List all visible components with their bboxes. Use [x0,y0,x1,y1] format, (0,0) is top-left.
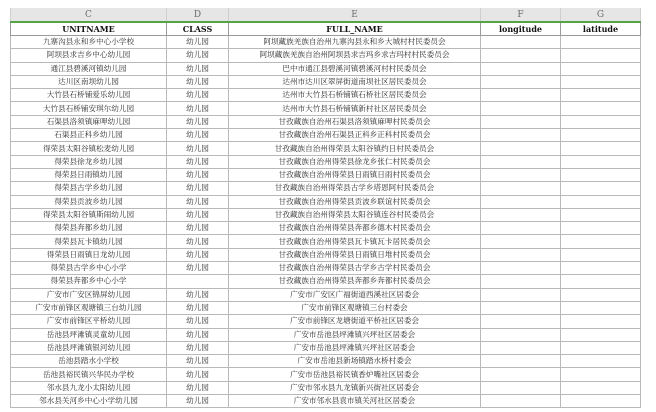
cell-latitude[interactable] [561,328,641,341]
cell-full-name[interactable]: 甘孜藏族自治州得荣县日雨镇日堆村民委员会 [229,248,481,261]
cell-unitname[interactable]: 岳池县踏水小学校 [11,355,167,368]
cell-unitname[interactable]: 得荣县太阳谷镇松麦幼儿园 [11,142,167,155]
cell-longitude[interactable] [481,142,561,155]
cell-unitname[interactable]: 邻水县关河乡中心小学幼儿园 [11,395,167,408]
cell-latitude[interactable] [561,341,641,354]
cell-unitname[interactable]: 得荣县瓦卡镇幼儿园 [11,235,167,248]
table-row [11,262,641,275]
cell-longitude[interactable] [481,235,561,248]
table-row [11,49,641,62]
cell-latitude[interactable] [561,248,641,261]
cell-latitude[interactable] [561,301,641,314]
cell-class[interactable]: 幼儿园 [167,341,229,354]
cell-latitude[interactable] [561,355,641,368]
column-letter-d[interactable]: D [167,8,229,22]
cell-latitude[interactable] [561,381,641,394]
cell-longitude[interactable] [481,395,561,408]
cell-latitude[interactable] [561,49,641,62]
table-row [11,368,641,381]
cell-latitude[interactable] [561,89,641,102]
cell-unitname[interactable]: 岳池县裕民镇兴华民办学校 [11,368,167,381]
header-class[interactable]: CLASS [167,22,229,36]
cell-unitname[interactable]: 广安市前锋区观塘镇三台幼儿园 [11,301,167,314]
cell-latitude[interactable] [561,142,641,155]
cell-longitude[interactable] [481,75,561,88]
cell-longitude[interactable] [481,275,561,288]
cell-unitname[interactable]: 岳池县坪滩镇银河幼儿园 [11,341,167,354]
cell-full-name[interactable]: 甘孜藏族自治州得荣县太阳谷镇约日村民委员会 [229,142,481,155]
cell-unitname[interactable]: 得荣县日雨镇幼儿园 [11,168,167,181]
cell-unitname[interactable]: 通江县碧溪河镇幼儿园 [11,62,167,75]
cell-full-name[interactable]: 甘孜藏族自治州得荣县贡波乡联谊村民委员会 [229,195,481,208]
cell-full-name[interactable]: 甘孜藏族自治州石渠县洛须镇麻呷村民委员会 [229,115,481,128]
cell-longitude[interactable] [481,49,561,62]
cell-class[interactable] [167,275,229,288]
cell-class[interactable]: 幼儿园 [167,142,229,155]
cell-longitude[interactable] [481,115,561,128]
cell-longitude[interactable] [481,381,561,394]
table-row [11,222,641,235]
cell-class[interactable]: 幼儿园 [167,208,229,221]
cell-full-name[interactable]: 广安市广安区广福街道西溪社区居委会 [229,288,481,301]
data-table [10,8,641,408]
cell-unitname[interactable]: 九寨沟县永和乡中心小学校 [11,36,167,49]
cell-latitude[interactable] [561,288,641,301]
column-letter-e[interactable]: E [229,8,481,22]
cell-longitude[interactable] [481,155,561,168]
cell-class[interactable]: 幼儿园 [167,36,229,49]
cell-full-name[interactable]: 甘孜藏族自治州得荣县瓦卡镇瓦卡居民委员会 [229,235,481,248]
cell-class[interactable]: 幼儿园 [167,102,229,115]
table-row [11,102,641,115]
cell-full-name[interactable]: 甘孜藏族自治州得荣县奔都乡德木村民委员会 [229,222,481,235]
header-latitude[interactable]: latitude [561,22,641,36]
cell-class[interactable]: 幼儿园 [167,62,229,75]
header-unitname[interactable]: UNITNAME [11,22,167,36]
header-full-name[interactable]: FULL_NAME [229,22,481,36]
cell-latitude[interactable] [561,315,641,328]
cell-longitude[interactable] [481,182,561,195]
cell-unitname[interactable]: 石渠县正科乡幼儿园 [11,129,167,142]
table-body [11,36,641,408]
cell-class[interactable]: 幼儿园 [167,155,229,168]
cell-unitname[interactable]: 广安市广安区锦屏幼儿园 [11,288,167,301]
cell-latitude[interactable] [561,62,641,75]
cell-longitude[interactable] [481,355,561,368]
cell-full-name[interactable]: 甘孜藏族自治州得荣县古学乡古学村民委员会 [229,262,481,275]
table-row [11,89,641,102]
table-row [11,115,641,128]
cell-latitude[interactable] [561,275,641,288]
cell-unitname[interactable]: 邻水县九龙小太阳幼儿园 [11,381,167,394]
cell-latitude[interactable] [561,102,641,115]
column-letter-f[interactable]: F [481,8,561,22]
cell-class[interactable]: 幼儿园 [167,182,229,195]
cell-class[interactable]: 幼儿园 [167,328,229,341]
spreadsheet [10,8,640,408]
cell-full-name[interactable]: 甘孜藏族自治州石渠县正科乡正科村民委员会 [229,129,481,142]
cell-unitname[interactable]: 得荣县日雨镇日龙幼儿园 [11,248,167,261]
cell-class[interactable]: 幼儿园 [167,222,229,235]
table-row [11,62,641,75]
cell-class[interactable]: 幼儿园 [167,75,229,88]
table-row [11,182,641,195]
table-row [11,208,641,221]
cell-class[interactable]: 幼儿园 [167,355,229,368]
cell-class[interactable]: 幼儿园 [167,381,229,394]
cell-longitude[interactable] [481,222,561,235]
table-row [11,355,641,368]
cell-class[interactable]: 幼儿园 [167,315,229,328]
cell-full-name[interactable]: 广安市前锋区观塘镇三台村委会 [229,301,481,314]
header-longitude[interactable]: longitude [481,22,561,36]
cell-class[interactable]: 幼儿园 [167,368,229,381]
column-letter-g[interactable]: G [561,8,641,22]
cell-longitude[interactable] [481,129,561,142]
column-letter-row [11,8,641,22]
cell-full-name[interactable]: 广安市邻水县袁市镇关河社区居委会 [229,395,481,408]
cell-longitude[interactable] [481,195,561,208]
cell-unitname[interactable]: 得荣县徐龙乡幼儿园 [11,155,167,168]
cell-full-name[interactable]: 广安市邻水县九龙镇新兴街社区居委会 [229,381,481,394]
cell-unitname[interactable]: 大竹县石桥铺爱乐幼儿园 [11,89,167,102]
cell-unitname[interactable]: 得荣县古学乡中心小学 [11,262,167,275]
cell-full-name[interactable]: 广安市岳池县坪滩镇兴坪社区居委会 [229,341,481,354]
cell-latitude[interactable] [561,222,641,235]
cell-full-name[interactable]: 阿坝藏族羌族自治州九寨沟县永和乡大城村村民委员会 [229,36,481,49]
cell-class[interactable]: 幼儿园 [167,248,229,261]
cell-latitude[interactable] [561,115,641,128]
cell-longitude[interactable] [481,328,561,341]
cell-longitude[interactable] [481,262,561,275]
cell-latitude[interactable] [561,36,641,49]
cell-latitude[interactable] [561,395,641,408]
cell-unitname[interactable]: 得荣县奔都乡幼儿园 [11,222,167,235]
cell-latitude[interactable] [561,208,641,221]
cell-full-name[interactable]: 巴中市通江县碧溪河镇碧溪河村村民委员会 [229,62,481,75]
cell-latitude[interactable] [561,155,641,168]
cell-unitname[interactable]: 大竹县石桥铺安琪尔幼儿园 [11,102,167,115]
cell-unitname[interactable]: 广安市前锋区平桥幼儿园 [11,315,167,328]
cell-full-name[interactable]: 广安市前锋区龙塘街道平桥社区居委会 [229,315,481,328]
cell-class[interactable]: 幼儿园 [167,49,229,62]
cell-longitude[interactable] [481,208,561,221]
cell-unitname[interactable]: 得荣县太阳谷镇斯闹幼儿园 [11,208,167,221]
cell-class[interactable]: 幼儿园 [167,89,229,102]
cell-latitude[interactable] [561,195,641,208]
table-row [11,301,641,314]
cell-class[interactable]: 幼儿园 [167,195,229,208]
cell-longitude[interactable] [481,89,561,102]
cell-longitude[interactable] [481,62,561,75]
cell-unitname[interactable]: 得荣县奔都乡中心小学 [11,275,167,288]
cell-full-name[interactable]: 阿坝藏族羌族自治州阿坝县求吉玛乡求吉玛村村民委员会 [229,49,481,62]
table-row [11,288,641,301]
cell-class[interactable]: 幼儿园 [167,301,229,314]
cell-full-name[interactable]: 达州市大竹县石桥铺镇新村社区居民委员会 [229,102,481,115]
cell-full-name[interactable]: 甘孜藏族自治州得荣县日雨镇日雨村民委员会 [229,168,481,181]
cell-full-name[interactable]: 广安市岳池县坪滩镇兴坪社区居委会 [229,328,481,341]
table-row [11,235,641,248]
table-row [11,315,641,328]
cell-unitname[interactable]: 岳池县坪滩镇灵童幼儿园 [11,328,167,341]
cell-full-name[interactable]: 甘孜藏族自治州得荣县古学乡塔恩阿村民委员会 [229,182,481,195]
table-row [11,75,641,88]
table-row [11,168,641,181]
cell-full-name[interactable]: 广安市岳池县新场镇踏水桥村委会 [229,355,481,368]
cell-latitude[interactable] [561,129,641,142]
cell-unitname[interactable]: 达川区南坝幼儿园 [11,75,167,88]
table-row [11,341,641,354]
cell-longitude[interactable] [481,301,561,314]
table-row [11,155,641,168]
cell-unitname[interactable]: 阿坝县求吉乡中心幼儿园 [11,49,167,62]
table-row [11,129,641,142]
cell-class[interactable]: 幼儿园 [167,395,229,408]
table-row [11,328,641,341]
cell-latitude[interactable] [561,75,641,88]
cell-latitude[interactable] [561,235,641,248]
cell-class[interactable]: 幼儿园 [167,262,229,275]
table-row [11,36,641,49]
cell-unitname[interactable]: 得荣县古学乡幼儿园 [11,182,167,195]
cell-latitude[interactable] [561,262,641,275]
cell-longitude[interactable] [481,36,561,49]
cell-latitude[interactable] [561,368,641,381]
cell-class[interactable]: 幼儿园 [167,115,229,128]
cell-full-name[interactable]: 甘孜藏族自治州得荣县太阳谷镇连谷村民委员会 [229,208,481,221]
cell-longitude[interactable] [481,288,561,301]
cell-longitude[interactable] [481,168,561,181]
table-row [11,195,641,208]
cell-longitude[interactable] [481,341,561,354]
column-letter-c[interactable]: C [11,8,167,22]
table-row [11,275,641,288]
cell-class[interactable]: 幼儿园 [167,168,229,181]
cell-latitude[interactable] [561,182,641,195]
cell-unitname[interactable]: 得荣县贡波乡幼儿园 [11,195,167,208]
cell-full-name[interactable]: 甘孜藏族自治州得荣县奔都乡奔都村民委员会 [229,275,481,288]
cell-longitude[interactable] [481,368,561,381]
cell-full-name[interactable]: 达州市大竹县石桥铺镇石桥社区居民委员会 [229,89,481,102]
table-row [11,381,641,394]
cell-full-name[interactable]: 达州市达川区翠屏街道南坝社区居民委员会 [229,75,481,88]
header-row [11,22,641,36]
cell-class[interactable]: 幼儿园 [167,129,229,142]
cell-latitude[interactable] [561,168,641,181]
table-row [11,395,641,408]
table-row [11,248,641,261]
cell-full-name[interactable]: 广安市岳池县裕民镇香炉嘴社区居委会 [229,368,481,381]
cell-unitname[interactable]: 石渠县洛须镇麻呷幼儿园 [11,115,167,128]
cell-full-name[interactable]: 甘孜藏族自治州得荣县徐龙乡张仁村民委员会 [229,155,481,168]
cell-class[interactable]: 幼儿园 [167,235,229,248]
cell-longitude[interactable] [481,102,561,115]
table-row [11,142,641,155]
cell-longitude[interactable] [481,315,561,328]
cell-longitude[interactable] [481,248,561,261]
cell-class[interactable]: 幼儿园 [167,288,229,301]
